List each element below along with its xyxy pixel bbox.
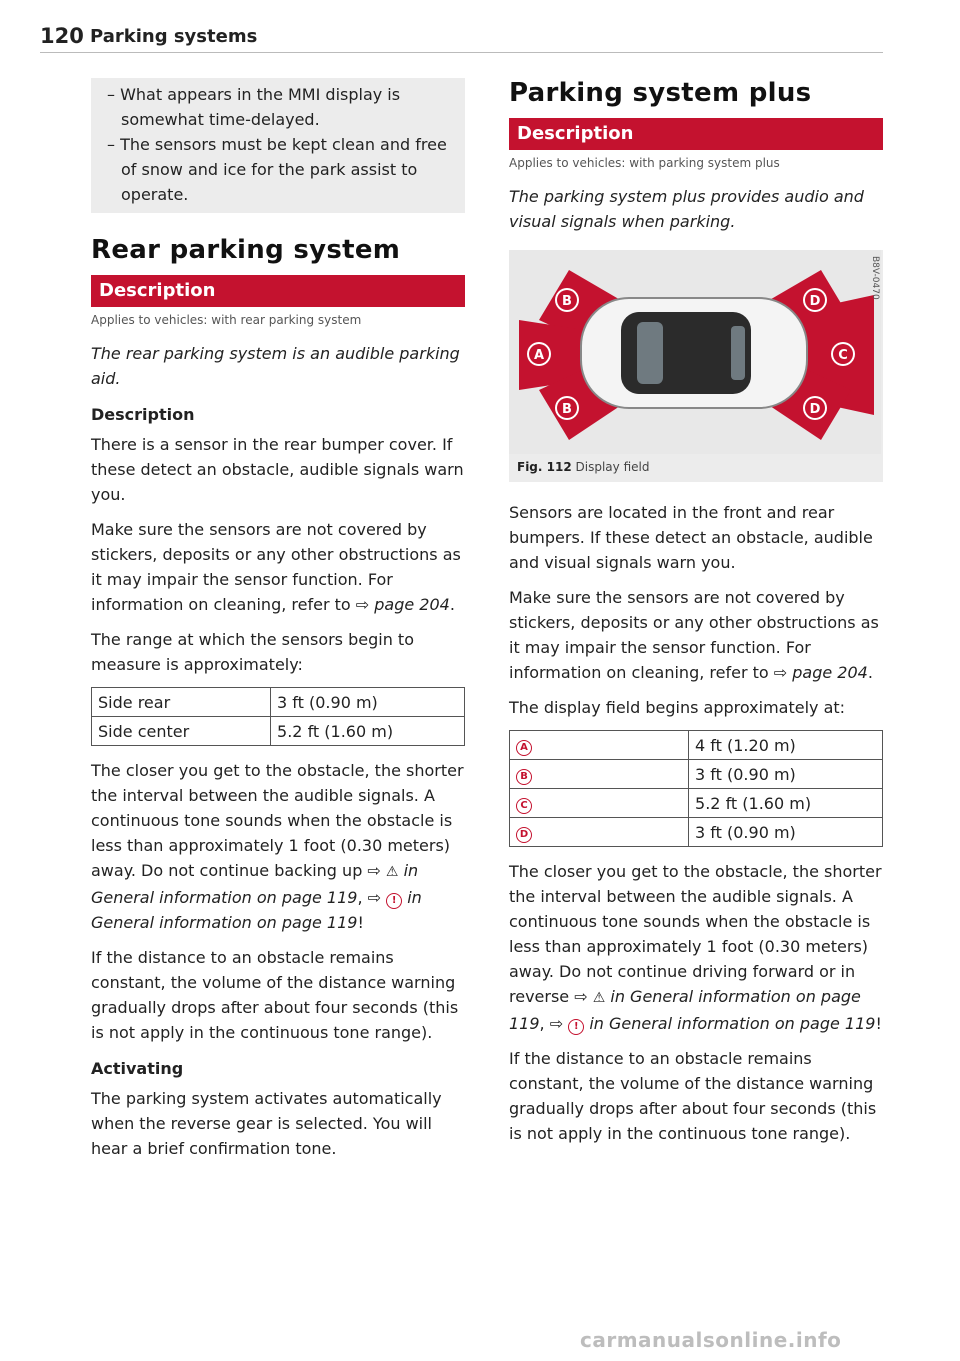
table-cell (510, 731, 689, 760)
section-title: Parking systems (90, 26, 258, 47)
table-row (510, 760, 883, 789)
note-box (91, 78, 465, 213)
figure-caption-text: Display field (575, 460, 650, 474)
table-cell: 3 ft (0.90 m) (271, 688, 465, 717)
table-cell: Side rear (92, 688, 271, 717)
rear-p6: The parking system activates automatically when the reverse gear is selected. You will hear a brief confirmation tone. (91, 1089, 442, 1158)
table-cell: 3 ft (0.90 m) (689, 818, 883, 847)
rear-applies: Applies to vehicles: with rear parking system (91, 313, 362, 327)
plus-p2-end: . (867, 663, 873, 682)
rear-p1: There is a sensor in the rear bumper cover. If these detect an obstacle, audible signals warn you. (91, 435, 464, 504)
table-cell (510, 818, 689, 847)
figure-112 (509, 250, 883, 482)
rear-p2 (91, 517, 465, 617)
table-cell: 5.2 ft (1.60 m) (689, 789, 883, 818)
zone-letter-icon: B (516, 769, 532, 785)
plus-p2 (509, 585, 883, 685)
note-item: – What appears in the MMI display is somewhat time-delayed. (107, 85, 401, 129)
table-row (510, 789, 883, 818)
display-field-diagram (509, 250, 881, 454)
figure-caption (509, 454, 883, 482)
plus-p5: If the distance to an obstacle remains constant, the volume of the distance warning gradually drops after about four seconds (this is not apply in the continuous tone range). (509, 1049, 877, 1143)
plus-p3: The display field begins approximately at: (509, 698, 846, 717)
table-cell: 4 ft (1.20 m) (689, 731, 883, 760)
watermark: carmanualsonline.info (580, 1328, 842, 1352)
rear-p3: The range at which the sensors begin to measure is approximately: (91, 630, 414, 674)
rear-p5: If the distance to an obstacle remains constant, the volume of the distance warning gradually drops after about four seconds (this is not apply in the continuous tone range). (91, 948, 459, 1042)
page-header (40, 24, 883, 53)
rear-range-table (91, 687, 465, 746)
rear-parking-title: Rear parking system (91, 235, 401, 265)
caution-icon: ! (386, 893, 402, 909)
table-cell (510, 789, 689, 818)
table-cell (510, 760, 689, 789)
rear-p2-text: Make sure the sensors are not covered by stickers, deposits or any other obstructions as it may impair the sensor function. For information on cleaning, refer to (91, 520, 461, 614)
table-row (92, 688, 465, 717)
left-column (91, 78, 465, 1171)
rear-p2-end: . (449, 595, 455, 614)
plus-p4-sep: , ⇨ (539, 1014, 569, 1033)
zone-label: B (562, 294, 572, 309)
table-row (92, 717, 465, 746)
table-cell: Side center (92, 717, 271, 746)
plus-p4-text: The closer you get to the obstacle, the shorter the interval between the audible signals. A continuous tone sounds when the obstacle is less than approximately 1 foot (0.30 meters) away. Do not continue driving forward or in reverse ⇨ (509, 862, 882, 1006)
warning-icon: ⚠ (385, 864, 399, 880)
plus-title: Parking system plus (509, 78, 812, 108)
zone-label: B (562, 402, 572, 417)
rear-desc-heading: Description (91, 405, 195, 424)
general-info-link-2[interactable]: in General information on page 119 (91, 888, 422, 932)
table-cell: 3 ft (0.90 m) (689, 760, 883, 789)
activating-heading: Activating (91, 1059, 184, 1078)
zone-label: A (533, 348, 545, 363)
plus-p4 (509, 859, 883, 1036)
plus-p4-end: ! (875, 1014, 882, 1033)
note-item: – The sensors must be kept clean and free of snow and ice for the park assist to operate. (107, 135, 447, 204)
plus-intro: The parking system plus provides audio and visual signals when parking. (509, 187, 864, 231)
figure-code: B8V-0470 (870, 256, 880, 300)
rear-description-bar: Description (91, 275, 465, 307)
table-cell: 5.2 ft (1.60 m) (271, 717, 465, 746)
plus-p2-text: Make sure the sensors are not covered by stickers, deposits or any other obstructions as it may impair the sensor function. For information on cleaning, refer to (509, 588, 879, 682)
rear-p4 (91, 758, 465, 935)
plus-description-bar: Description (509, 118, 883, 150)
plus-range-table (509, 730, 883, 847)
right-column (509, 78, 883, 1156)
table-row (510, 731, 883, 760)
rear-intro: The rear parking system is an audible parking aid. (91, 344, 460, 388)
zone-letter-icon: D (516, 827, 532, 843)
table-row (510, 818, 883, 847)
plus-applies: Applies to vehicles: with parking system plus (509, 156, 780, 170)
rear-p4-end: ! (357, 913, 364, 932)
warning-icon: ⚠ (592, 990, 606, 1006)
zone-label: D (809, 294, 821, 309)
zone-label: D (809, 402, 821, 417)
zone-letter-icon: C (516, 798, 532, 814)
plus-p1: Sensors are located in the front and rear bumpers. If these detect an obstacle, audible and visual signals warn you. (509, 503, 873, 572)
figure-label: Fig. 112 (517, 460, 572, 474)
zone-letter-icon: A (516, 740, 532, 756)
general-info-link-1[interactable]: in General information on page 119 (91, 861, 419, 907)
general-info-link-1[interactable]: in General information on page 119 (509, 987, 861, 1033)
page-204-link[interactable]: ⇨ page 204 (355, 595, 450, 614)
caution-icon: ! (568, 1019, 584, 1035)
page-number: 120 (40, 24, 84, 48)
zone-label: C (838, 348, 848, 363)
page-204-link[interactable]: ⇨ page 204 (773, 663, 868, 682)
general-info-link-2[interactable]: in General information on page 119 (589, 1014, 876, 1033)
rear-p4-sep: , ⇨ (357, 888, 387, 907)
rear-p4-text: The closer you get to the obstacle, the shorter the interval between the audible signals. A continuous tone sounds when the obstacle is less than approximately 1 foot (0.30 meters) away. Do not continue backing up ⇨ (91, 761, 464, 880)
